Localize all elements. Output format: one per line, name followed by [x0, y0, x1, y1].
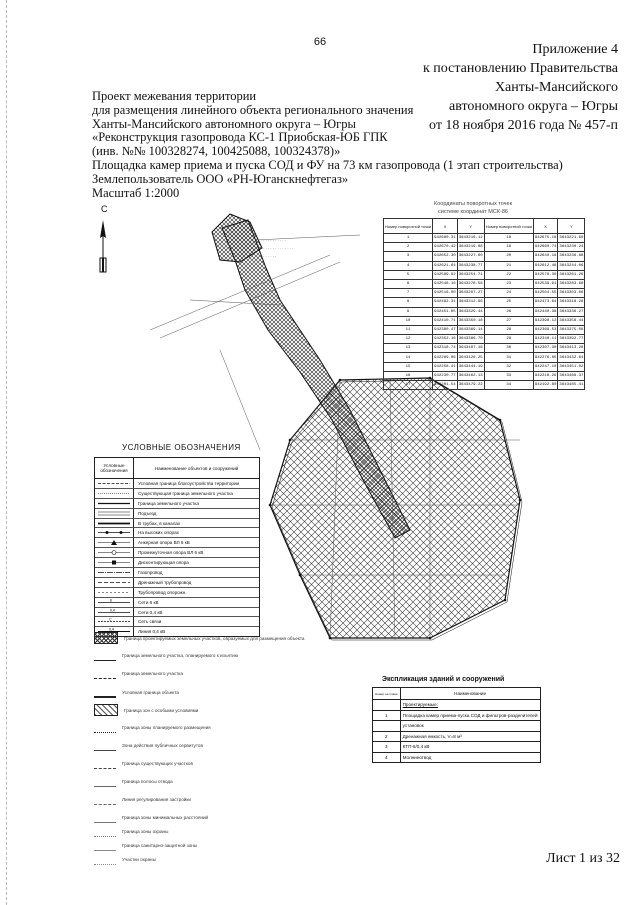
- coords-cell: 3643413.28: [558, 344, 585, 353]
- coords-cell: 3643336.27: [558, 307, 585, 316]
- legend-extra-swatch-icon: [94, 632, 118, 644]
- legend-extra-label: Граница зоны минимальных расстояний: [122, 815, 209, 820]
- coords-cell: 11: [384, 325, 433, 334]
- appendix-line: Ханты-Мансийского: [494, 80, 618, 95]
- coords-cell: 3643227.60: [457, 252, 484, 261]
- explication-header: [373, 688, 541, 700]
- coords-cell: 942539.91: [533, 279, 558, 288]
- coords-cell: 942201.54: [433, 381, 458, 390]
- svg-text:6: 6: [110, 598, 112, 603]
- legend-row: [95, 548, 259, 558]
- legend-label: В трубах, в каналах: [138, 520, 181, 526]
- coords-cell: 26: [484, 307, 533, 316]
- legend-label: Сети 0,4 кВ: [138, 609, 163, 615]
- legend-extra-label: Граница зоны планируемого размещения: [122, 725, 211, 730]
- legend-row: [95, 509, 259, 519]
- coords-cell: 22: [484, 270, 533, 279]
- legend-extra-swatch-icon: [94, 854, 116, 865]
- legend-label: Существующая граница земельного участка: [138, 490, 233, 496]
- legend-row: [95, 489, 259, 499]
- legend-extra-item: [94, 668, 183, 679]
- explication-num: [373, 721, 401, 732]
- coords-cell: 3643451.02: [558, 362, 585, 371]
- coords-row: [384, 381, 585, 390]
- coords-cell: 3643375.08: [558, 325, 585, 334]
- coords-row: [384, 371, 585, 380]
- project-line: Масштаб 1:2000: [92, 185, 180, 200]
- coords-cell: 942451.65: [433, 307, 458, 316]
- legend-extra-label: Граница зон с особыми условиями: [124, 707, 199, 713]
- coords-cell: 6: [384, 279, 433, 288]
- coords-col-x: X: [433, 219, 458, 234]
- coords-row: [384, 316, 585, 325]
- coords-cell: 21: [484, 261, 533, 270]
- coords-cell: 3643407.16: [457, 344, 484, 353]
- coords-cell: 20: [484, 252, 533, 261]
- legend-symbol-icon: [95, 489, 134, 498]
- coords-cell: 17: [384, 381, 433, 390]
- coords-cell: 30: [484, 344, 533, 353]
- explication-title: Экспликация зданий и сооружений: [382, 676, 505, 683]
- explication-row: [373, 721, 541, 732]
- coords-cell: 942589.92: [433, 270, 458, 279]
- coords-cell: 3643238.77: [457, 261, 484, 270]
- legend-row: [95, 519, 259, 529]
- coords-cell: 3643426.25: [457, 353, 484, 362]
- coords-cell: 3: [384, 252, 433, 261]
- legend-extra-swatch-icon: [94, 794, 116, 805]
- coords-col-point: Номер поворотной точки: [484, 219, 533, 234]
- coords-cell: 942369.53: [533, 325, 558, 334]
- coords-cell: 942612.46: [533, 261, 558, 270]
- legend-extra-item: [94, 722, 211, 733]
- coords-cell: 3643278.58: [457, 279, 484, 288]
- coords-cell: 3643444.19: [457, 362, 484, 371]
- legend-extra-item: [94, 650, 238, 661]
- coords-cell: 942578.30: [533, 270, 558, 279]
- coords-cell: 1: [384, 234, 433, 243]
- svg-text:С: С: [109, 617, 112, 622]
- coords-cell: 942276.85: [533, 353, 558, 362]
- project-line: Площадка камер приема и пуска СОД и ФУ на 73 км газопровода (1 этап строительства): [92, 157, 563, 172]
- legend-extra-item: [94, 686, 179, 698]
- legend-label: Сеть связи: [138, 619, 162, 625]
- explication-row: [373, 700, 541, 711]
- legend-label: Газопровод: [138, 569, 163, 575]
- legend-extra-label: Условная граница объекта: [122, 689, 179, 695]
- coords-cell: 942548.16: [433, 279, 458, 288]
- legend-row: [95, 578, 259, 588]
- coords-cell: 18: [484, 234, 533, 243]
- coords-cell: 942670.42: [433, 243, 458, 252]
- legend-symbol-icon: [95, 617, 134, 626]
- legend-label: Дисконтирующая опора: [138, 560, 189, 566]
- coords-cell: 12: [384, 335, 433, 344]
- legend-extra-swatch-icon: [94, 812, 116, 823]
- coords-cell: 942652.30: [433, 252, 458, 261]
- legend-extra-item: [94, 740, 203, 751]
- coords-cell: 3643312.96: [457, 298, 484, 307]
- legend-col-name: Наименование объектов и сооружений: [154, 465, 239, 471]
- map-annotation: · · · · · · · ·: [258, 254, 277, 259]
- legend-extra-item: [94, 826, 168, 837]
- legend-symbol-icon: [95, 519, 134, 528]
- coords-title: [393, 200, 553, 216]
- legend-symbol-icon: [95, 608, 134, 617]
- explication-name: установок: [400, 721, 540, 732]
- legend-symbol-icon: [95, 568, 134, 577]
- coords-row: [384, 270, 585, 279]
- legend-extra-label: Граница проектируемых земельных участков, образуемых для размещения объекта: [124, 635, 305, 641]
- coords-cell: 24: [484, 289, 533, 298]
- legend-label: Трубопровод опорожн.: [138, 589, 187, 595]
- coords-row: [384, 234, 585, 243]
- coords-cell: 3643468.37: [558, 371, 585, 380]
- coords-cell: 3643254.71: [457, 270, 484, 279]
- legend-extra-swatch-icon: [94, 840, 116, 851]
- map-annotation: · · · · · · · · · · · ·: [258, 238, 287, 243]
- coords-cell: 3643303.06: [558, 289, 585, 298]
- coords-cell: 942352.16: [433, 335, 458, 344]
- coords-cell: 3643261.26: [558, 270, 585, 279]
- coords-col-y: Y: [457, 219, 484, 234]
- legend-row: [95, 608, 259, 618]
- legend-symbol-icon: [95, 548, 134, 557]
- project-line: (инв. №№ 100328274, 100425088, 100324378)»: [92, 144, 341, 159]
- coords-cell: 942660.74: [533, 243, 558, 252]
- coords-header: [384, 219, 585, 234]
- legend-extra-label: Граница полосы отвода: [122, 779, 173, 784]
- legend-extra-item: [94, 854, 156, 865]
- legend-symbol-icon: [95, 558, 134, 567]
- legend-row: [95, 528, 259, 538]
- legend-extra-item: [94, 776, 173, 787]
- legend-label: Дренажный трубопровод: [138, 579, 192, 585]
- coords-cell: 3643369.14: [457, 325, 484, 334]
- coords-table: [383, 218, 585, 390]
- legend-symbol-icon: [95, 479, 134, 488]
- explication-name: КТП-6/0,4 кВ: [400, 742, 540, 753]
- coords-row: [384, 243, 585, 252]
- legend-row: [95, 617, 259, 627]
- coords-cell: 3643244.06: [558, 261, 585, 270]
- legend-extra-swatch-icon: [94, 776, 116, 787]
- coords-cell: 3643462.13: [457, 371, 484, 380]
- coords-row: [384, 307, 585, 316]
- legend-extra-label: Граница зоны охраны: [122, 829, 169, 834]
- legend-extra-swatch-icon: [94, 650, 116, 661]
- legend-label: Анкерная опора ВЛ 6 кВ: [138, 540, 190, 546]
- coords-cell: 28: [484, 325, 533, 334]
- map-annotation: · · · · · · · · · · · · · · ·: [258, 246, 294, 251]
- coords-cell: 942307.30: [533, 344, 558, 353]
- coords-row: [384, 298, 585, 307]
- coords-cell: 32: [484, 362, 533, 371]
- coords-cell: 25: [484, 298, 533, 307]
- legend-extra-swatch-icon: [94, 758, 116, 769]
- coords-cell: 34: [484, 381, 533, 390]
- coords-cell: 3643236.88: [558, 252, 585, 261]
- coords-row: [384, 252, 585, 261]
- legend-row: [95, 588, 259, 598]
- legend-label: Промежуточная опора ВЛ 6 кВ: [138, 550, 204, 556]
- coords-row: [384, 325, 585, 334]
- legend-label: Сети 6 кВ: [138, 599, 159, 605]
- coords-row: [384, 353, 585, 362]
- coords-row: [384, 261, 585, 270]
- coords-cell: 3643485.41: [558, 381, 585, 390]
- legend-symbol-icon: [95, 528, 134, 537]
- coords-cell: 942410.71: [433, 316, 458, 325]
- legend-col-symbol: Условные обозначения: [95, 458, 134, 478]
- coords-cell: 942380.47: [433, 325, 458, 334]
- legend-extra-label: Участки охраны: [122, 857, 156, 862]
- svg-text:0,4: 0,4: [109, 627, 114, 632]
- legend-table: [94, 457, 260, 637]
- coords-row: [384, 362, 585, 371]
- coords-cell: 19: [484, 243, 533, 252]
- coords-cell: 3643283.68: [558, 279, 585, 288]
- coords-cell: 942318.74: [433, 344, 458, 353]
- project-line: Землепользователь ООО «РН-Юганскнефтегаз»: [92, 171, 349, 186]
- coords-cell: 942440.38: [533, 307, 558, 316]
- legend-symbol-icon: [95, 578, 134, 587]
- legend-extra-swatch-icon: [94, 722, 116, 733]
- coords-col-x: X: [533, 219, 558, 234]
- coords-cell: 7: [384, 289, 433, 298]
- explication-num: 4: [373, 752, 401, 763]
- coords-cell: 942675.18: [533, 234, 558, 243]
- north-label: С: [101, 204, 108, 214]
- coords-row: [384, 335, 585, 344]
- legend-extra-item: [94, 840, 197, 851]
- legend-extra-swatch-icon: [94, 740, 116, 751]
- legend-extra-item: [94, 632, 304, 644]
- coords-cell: 942482.31: [433, 298, 458, 307]
- coords-cell: 3643350.18: [457, 316, 484, 325]
- legend-row: [95, 558, 259, 568]
- explication-row: [373, 710, 541, 721]
- legend-label: Условная граница благоустройства территории: [138, 480, 240, 486]
- coords-title-line: Координаты поворотных точек: [434, 201, 512, 207]
- legend-symbol-icon: [95, 598, 134, 607]
- legend-row: [95, 538, 259, 548]
- coords-row: [384, 279, 585, 288]
- appendix-line: Приложение 4: [532, 42, 618, 57]
- coords-cell: 14: [384, 353, 433, 362]
- legend-symbol-icon: [95, 538, 134, 547]
- coords-cell: 942473.64: [533, 298, 558, 307]
- coords-cell: 3643358.44: [558, 316, 585, 325]
- legend-extra-item: [94, 812, 208, 823]
- coords-cell: 3643216.12: [457, 234, 484, 243]
- explication-name: Площадка камер приема-пуска СОД и фильтров-разделителей: [400, 710, 540, 721]
- project-line: Проект межевания территории: [92, 89, 257, 103]
- explication-num: 1: [373, 710, 401, 721]
- coords-cell: 942289.06: [433, 353, 458, 362]
- project-line: Ханты-Мансийского автономного округа – Югры: [92, 116, 356, 131]
- coords-cell: 3643479.22: [457, 381, 484, 390]
- project-line: для размещения линейного объекта регионального значения: [92, 102, 414, 117]
- explication-num: 2: [373, 731, 401, 742]
- coords-cell: 942680.31: [433, 234, 458, 243]
- explication-name: Проектируемые:: [400, 700, 540, 711]
- legend-symbol-icon: [95, 509, 134, 518]
- coords-cell: 10: [384, 316, 433, 325]
- explication-num: [373, 700, 401, 711]
- coords-cell: 942258.41: [433, 362, 458, 371]
- coords-cell: 13: [384, 344, 433, 353]
- coords-cell: 3643386.70: [457, 335, 484, 344]
- coords-cell: 27: [484, 316, 533, 325]
- explication-name: Дренажная емкость, V=8 м³: [400, 731, 540, 742]
- explication-col-name: Наименование: [400, 688, 540, 700]
- legend-extra-label: Граница земельного участка, планируемого к изъятию: [122, 653, 239, 658]
- legend-symbol-icon: [95, 499, 134, 508]
- coords-cell: 3643329.44: [457, 307, 484, 316]
- coords-cell: 15: [384, 362, 433, 371]
- coords-cell: 942516.00: [433, 289, 458, 298]
- legend-label: Линия 0,4 кВ: [138, 629, 166, 635]
- appendix-line: от 18 ноября 2016 года № 457-п: [429, 118, 618, 133]
- legend-extra-label: Граница санитарно-защитной зоны: [122, 843, 198, 848]
- coords-row: [384, 344, 585, 353]
- coords-col-y: Y: [558, 219, 585, 234]
- explication-num: 3: [373, 742, 401, 753]
- legend-row: [95, 499, 259, 509]
- coords-cell: 33: [484, 371, 533, 380]
- coords-cell: 942247.10: [533, 362, 558, 371]
- explication-row: [373, 731, 541, 742]
- coords-cell: 4: [384, 261, 433, 270]
- coords-cell: 942340.11: [533, 335, 558, 344]
- coords-cell: 23: [484, 279, 533, 288]
- coords-cell: 31: [484, 353, 533, 362]
- legend-extra-label: Граница существующих участков: [122, 761, 193, 766]
- appendix-line: к постановлению Правительства: [422, 61, 618, 76]
- coords-cell: 942218.26: [533, 371, 558, 380]
- legend-extra-item: [94, 794, 191, 805]
- legend-extra-label: Линия регулирования застройки: [122, 797, 191, 802]
- coords-cell: 5: [384, 270, 433, 279]
- coords-col-point: Номер поворотной точки: [384, 219, 433, 234]
- legend-row: [95, 479, 259, 489]
- legend-extra-item: [94, 758, 193, 769]
- legend-extra-swatch-icon: [94, 826, 116, 837]
- coords-cell: 9: [384, 307, 433, 316]
- coords-cell: 3643219.88: [457, 243, 484, 252]
- legend-label: Граница земельного участка: [138, 500, 199, 506]
- coords-cell: 3643297.27: [457, 289, 484, 298]
- coords-cell: 29: [484, 335, 533, 344]
- svg-text:0,4: 0,4: [110, 608, 115, 613]
- explication-name: Молниеотвод: [400, 752, 540, 763]
- coords-cell: 8: [384, 298, 433, 307]
- explication-row: [373, 752, 541, 763]
- coords-cell: 942230.77: [433, 371, 458, 380]
- coords-title-line: системе координат МСК-86: [438, 209, 508, 215]
- legend-header: [95, 458, 259, 479]
- legend-extra-swatch-icon: [94, 686, 116, 698]
- coords-cell: 2: [384, 243, 433, 252]
- legend-label: На высоких опорах: [138, 530, 179, 536]
- coords-cell: 3643318.28: [558, 298, 585, 307]
- coords-cell: 3643432.64: [558, 353, 585, 362]
- project-line: «Реконструкция газопровода КС-1 Приобская-ЮБ ГПК: [92, 130, 388, 145]
- legend-extra-swatch-icon: [94, 668, 116, 679]
- legend-extra-label: Зона действия публичных сервитутов: [122, 743, 203, 748]
- explication-row: [373, 742, 541, 753]
- explication-table: [372, 687, 541, 763]
- appendix-line: автономного округа – Югры: [449, 99, 618, 114]
- legend-extra-item: [94, 704, 198, 716]
- sheet-counter: Лист 1 из 32: [546, 851, 620, 866]
- coords-cell: 16: [384, 371, 433, 380]
- legend-label: Подъезд: [138, 510, 157, 516]
- legend-symbol-icon: [95, 588, 134, 597]
- coords-cell: 3643392.77: [558, 335, 585, 344]
- coords-row: [384, 289, 585, 298]
- coords-cell: 3643221.60: [558, 234, 585, 243]
- coords-cell: 942640.18: [533, 252, 558, 261]
- coords-cell: 942398.12: [533, 316, 558, 325]
- legend-row: [95, 598, 259, 608]
- legend-extra-swatch-icon: [94, 704, 118, 716]
- page-number: 66: [313, 36, 327, 48]
- coords-cell: 942192.80: [533, 381, 558, 390]
- north-arrow-icon: [100, 204, 108, 272]
- coords-cell: 942504.55: [533, 289, 558, 298]
- explication-col-num: Номер на плане: [373, 688, 401, 700]
- legend-extra-label: Граница земельного участка: [122, 671, 183, 676]
- legend-row: [95, 568, 259, 578]
- legend-title: УСЛОВНЫЕ ОБОЗНАЧЕНИЯ: [122, 443, 241, 452]
- coords-cell: 942621.64: [433, 261, 458, 270]
- coords-cell: 3643230.24: [558, 243, 585, 252]
